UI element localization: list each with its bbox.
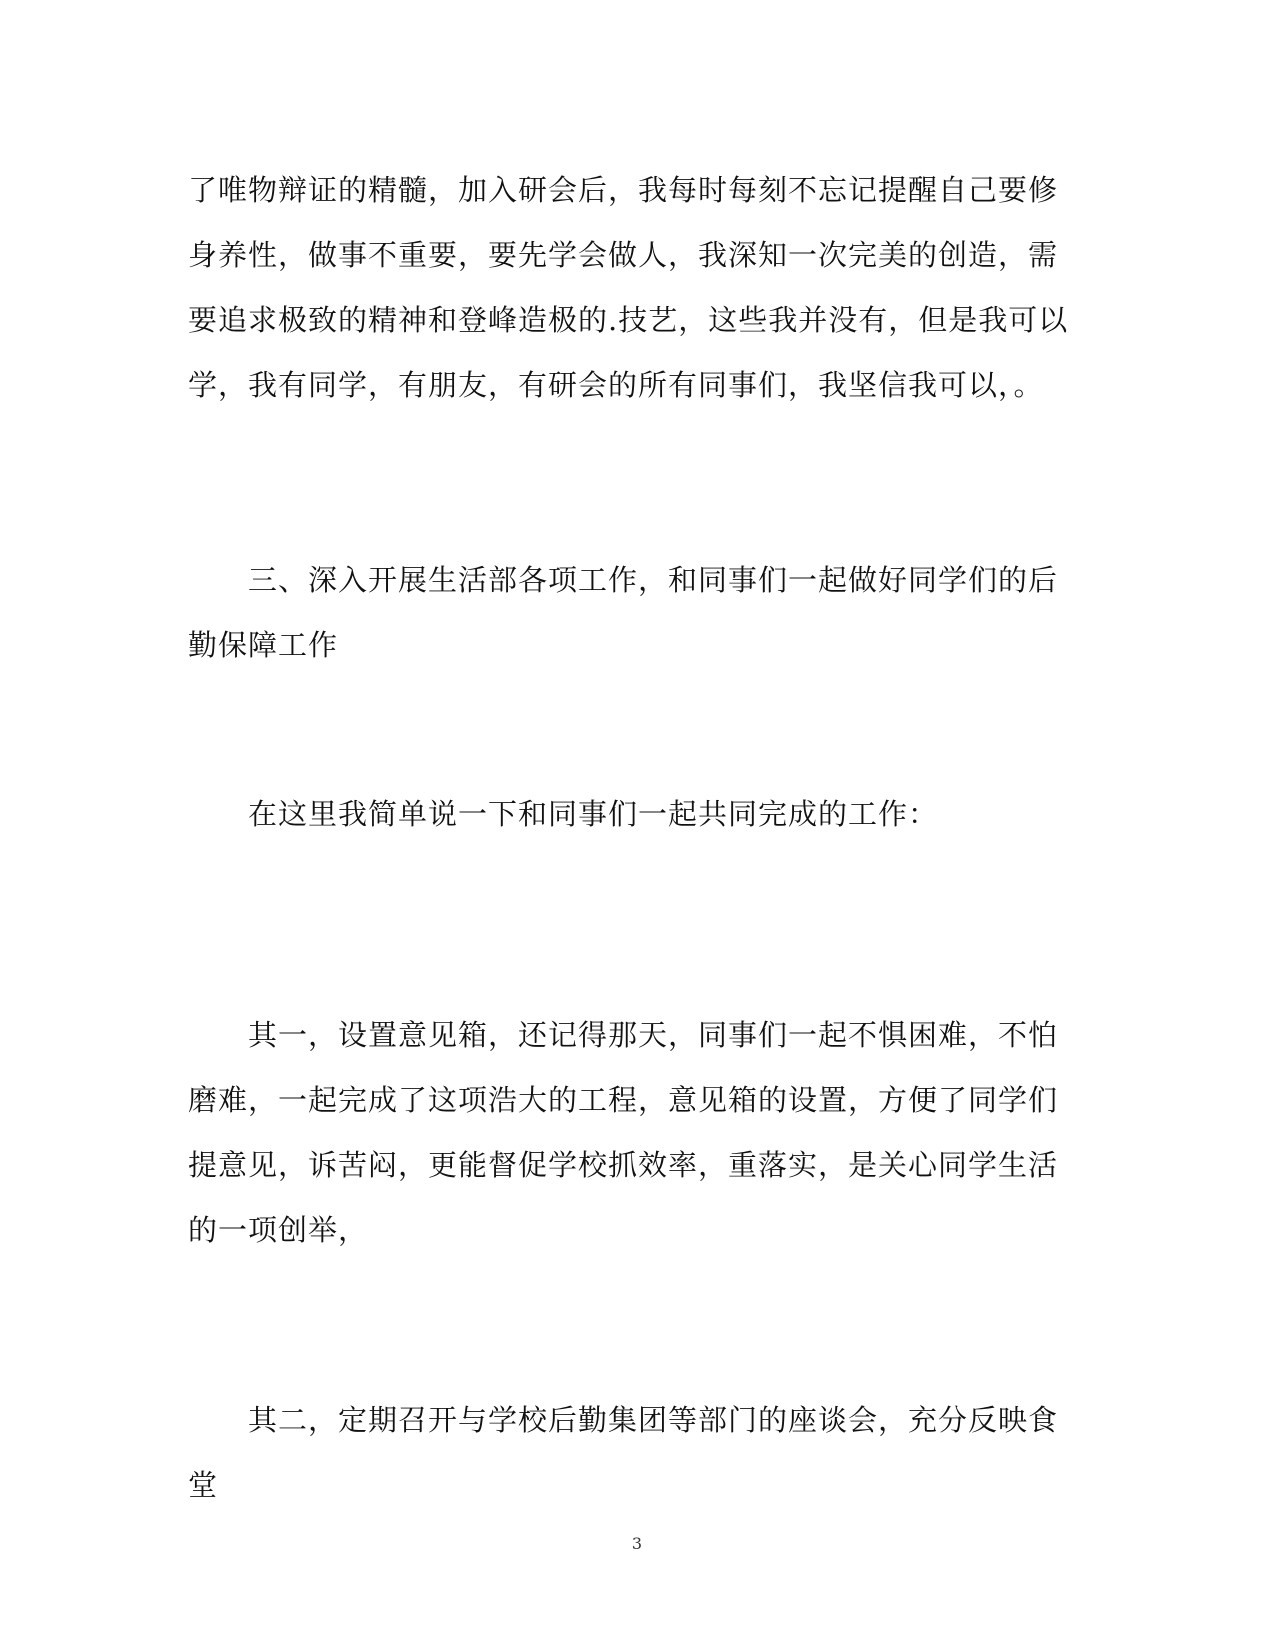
page-number: 3: [631, 1534, 643, 1553]
section-heading-three: 三、深入开展生活部各项工作，和同事们一起做好同学们的后勤保障工作: [188, 563, 1059, 662]
paragraph-intro: 在这里我简单说一下和同事们一起共同完成的工作：: [248, 797, 939, 831]
paragraph-continuation: 了唯物辩证的精髓，加入研会后，我每时每刻不忘记提醒自己要修身养性，做事不重要，要先学会做人，我深知一次完美的创造，需要追求极致的精神和登峰造极的.技艺，这些我并没有，但是我可以学，我有同学，有朋友，有研会的所有同事们，我坚信我可以，。: [188, 173, 1069, 402]
paragraph-item-one: 其一，设置意见箱，还记得那天，同事们一起不惧困难，不怕磨难，一起完成了这项浩大的工程，意见箱的设置，方便了同学们提意见，诉苦闷，更能督促学校抓效率，重落实，是关心同学生活的一项创举，: [188, 1018, 1059, 1247]
paragraph-item-two: 其二，定期召开与学校后勤集团等部门的座谈会，充分反映食堂: [188, 1403, 1059, 1502]
